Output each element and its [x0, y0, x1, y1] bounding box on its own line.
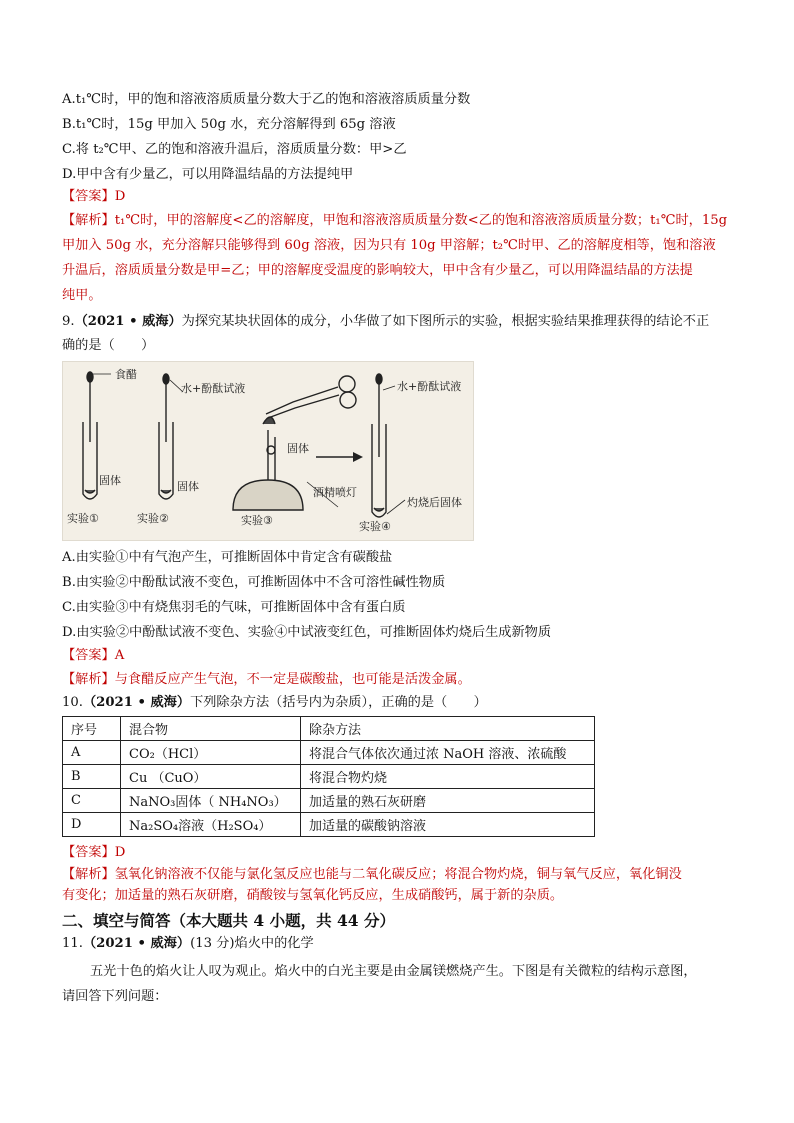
question-title: 焰火中的化学	[234, 936, 314, 951]
question-number: 9.	[62, 314, 75, 329]
q9-analysis	[62, 670, 471, 690]
question-stem: 为探究某块状固体的成分，小华做了如下图所示的实验，根据实验结果推理获得的结论不正	[181, 314, 710, 329]
label-solid-1: 固体	[99, 474, 121, 487]
table-cell: 加适量的碳酸钠溶液	[301, 813, 595, 837]
analysis-text: 氢氧化钠溶液不仅能与氯化氢反应也能与二氧化碳反应；将混合物灼烧，铜与氧气反应，氧化铜没	[114, 867, 682, 882]
arrow-icon	[316, 452, 363, 462]
q10-analysis-line-1	[62, 865, 682, 885]
label-experiment-2: 实验②	[137, 512, 169, 525]
table-header: 除杂方法	[301, 717, 595, 741]
table-cell: A	[63, 741, 121, 765]
q8-analysis-line-3: 升温后，溶质质量分数是甲=乙；甲的溶解度受温度的影响较大，甲中含有少量乙，可以用降温结晶的方法提	[62, 263, 693, 278]
table-cell: 将混合物灼烧	[301, 765, 595, 789]
impurity-removal-table	[62, 716, 595, 837]
question-score: (13 分)	[190, 936, 235, 951]
label-water-phenolphthalein-1: 水+酚酞试液	[181, 382, 246, 395]
q11-text-line-2: 请回答下列问题：	[62, 989, 168, 1004]
q9-stem-line-2: 确的是（ ）	[62, 338, 155, 353]
table-header: 序号	[63, 717, 121, 741]
table-header: 混合物	[121, 717, 301, 741]
label-burnt-solid: 灼烧后固体	[407, 496, 462, 509]
test-tube-4	[372, 374, 405, 517]
q8-option-b: B.t₁℃时，15g 甲加入 50g 水，充分溶解得到 65g 溶液	[62, 117, 396, 132]
q8-option-c: C.将 t₂℃甲、乙的饱和溶液升温后，溶质质量分数：甲>乙	[62, 142, 407, 157]
q9-option-d: D.由实验②中酚酞试液不变色、实验④中试液变红色，可推断固体灼烧后生成新物质	[62, 625, 552, 640]
label-experiment-1: 实验①	[67, 512, 99, 525]
q8-analysis-line-2: 甲加入 50g 水，充分溶解只能够得到 60g 溶液，因为只有 10g 甲溶解；t₂℃时甲、乙的溶解度相等，饱和溶液	[62, 238, 716, 253]
q11-heading	[62, 934, 314, 954]
label-water-phenolphthalein-2: 水+酚酞试液	[397, 380, 462, 393]
answer-value: D	[114, 189, 126, 204]
table-cell: C	[63, 789, 121, 813]
table-row	[63, 765, 595, 789]
table-cell: Na₂SO₄溶液（H₂SO₄）	[121, 813, 301, 837]
q8-option-d: D.甲中含有少量乙，可以用降温结晶的方法提纯甲	[62, 167, 354, 182]
section-heading: 二、填空与简答（本大题共 4 小题，共 44 分）	[62, 911, 395, 930]
table-cell: 加适量的熟石灰研磨	[301, 789, 595, 813]
q8-analysis-line-4: 纯甲。	[62, 288, 102, 303]
label-experiment-4: 实验④	[359, 520, 391, 533]
q8-answer	[62, 187, 125, 207]
table-cell: B	[63, 765, 121, 789]
q9-option-a: A.由实验①中有气泡产生，可推断固体中肯定含有碳酸盐	[62, 550, 393, 565]
table-header-row	[63, 717, 595, 741]
answer-value: A	[114, 648, 125, 663]
answer-value: D	[114, 845, 126, 860]
q9-option-b: B.由实验②中酚酞试液不变色，可推断固体中不含可溶性碱性物质	[62, 575, 446, 590]
q9-stem-line-1	[62, 312, 709, 332]
label-experiment-3: 实验③	[241, 514, 273, 527]
analysis-text: t₁℃时，甲的溶解度<乙的溶解度，甲饱和溶液溶质质量分数<乙的饱和溶液溶质质量分数；t₁℃时，15g	[114, 213, 728, 228]
label-vinegar: 食醋	[115, 368, 137, 381]
table-row	[63, 813, 595, 837]
table-row	[63, 741, 595, 765]
q10-stem	[62, 693, 487, 713]
table-cell: Cu （CuO）	[121, 765, 301, 789]
question-source: （2021 • 威海）	[74, 314, 182, 329]
table-cell: CO₂（HCl）	[121, 741, 301, 765]
q8-option-a: A.t₁℃时，甲的饱和溶液溶质质量分数大于乙的饱和溶液溶质质量分数	[62, 92, 471, 107]
answer-tag: 【答案】	[62, 845, 115, 860]
q9-answer	[62, 646, 124, 666]
question-source: （2021 • 威海）	[82, 936, 191, 951]
analysis-tag: 【解析】	[62, 213, 115, 228]
q11-text-line-1: 五光十色的焰火让人叹为观止。焰火中的白光主要是由金属镁燃烧产生。下图是有关微粒的结构示意图，	[90, 964, 697, 979]
table-cell: D	[63, 813, 121, 837]
q10-answer	[62, 843, 125, 863]
q10-analysis-line-2: 有变化；加适量的熟石灰研磨，硝酸铵与氢氧化钙反应，生成硝酸钙，属于新的杂质。	[62, 888, 564, 903]
table-cell: 将混合气体依次通过浓 NaOH 溶液、浓硫酸	[301, 741, 595, 765]
experiment-figure	[62, 361, 474, 541]
analysis-tag: 【解析】	[62, 672, 115, 687]
analysis-text: 与食醋反应产生气泡，不一定是碳酸盐，也可能是活泼金属。	[114, 672, 471, 687]
label-solid-3: 固体	[287, 442, 309, 455]
label-lamp: 酒精喷灯	[313, 486, 357, 499]
question-source: （2021 • 威海）	[82, 695, 191, 710]
label-solid-2: 固体	[177, 480, 199, 493]
question-number: 10.	[62, 695, 83, 710]
answer-tag: 【答案】	[62, 189, 115, 204]
q9-option-c: C.由实验③中有烧焦羽毛的气味，可推断固体中含有蛋白质	[62, 600, 406, 615]
question-number: 11.	[62, 936, 83, 951]
experiment-diagram	[63, 362, 473, 540]
table-row	[63, 789, 595, 813]
question-stem: 下列除杂方法（括号内为杂质），正确的是（ ）	[190, 695, 487, 710]
analysis-tag: 【解析】	[62, 867, 115, 882]
answer-tag: 【答案】	[62, 648, 115, 663]
table-cell: NaNO₃固体（ NH₄NO₃）	[121, 789, 301, 813]
q8-analysis-line-1	[62, 211, 727, 231]
